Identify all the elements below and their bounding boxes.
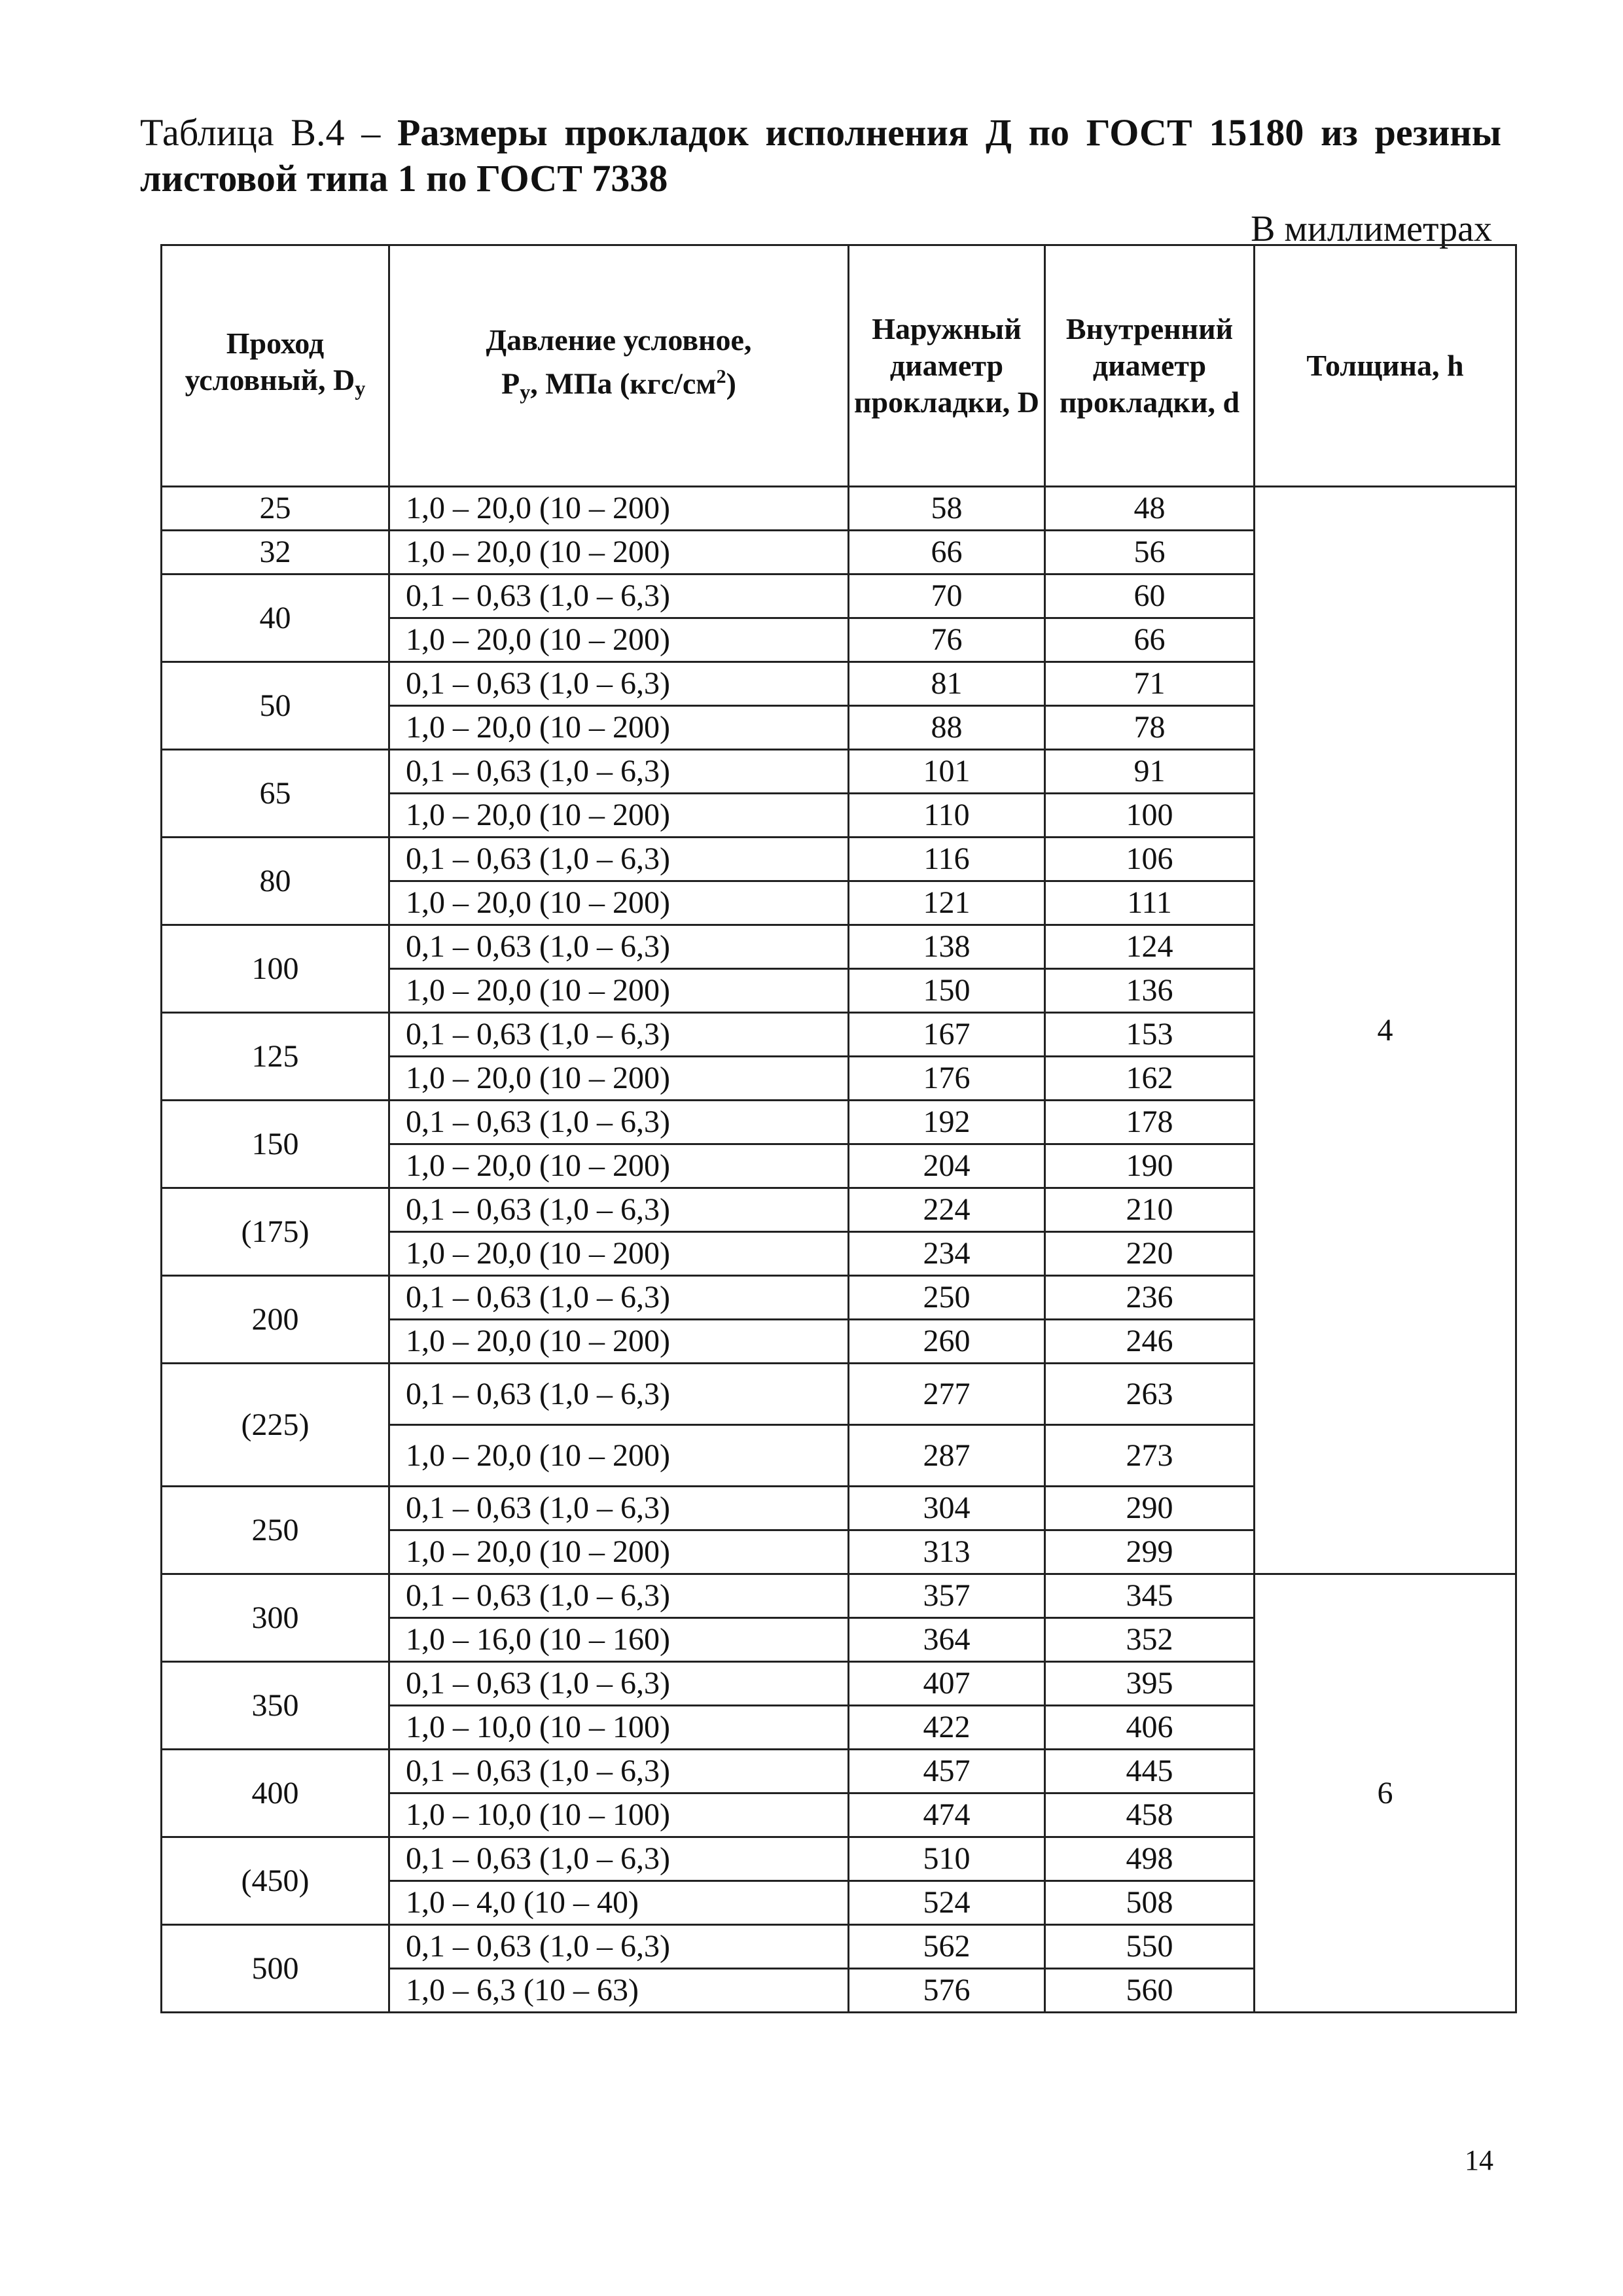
cell-pressure: 1,0 – 20,0 (10 – 200) xyxy=(389,487,849,531)
header-inner-diameter: Внутренний диаметр прокладки, d xyxy=(1045,245,1255,487)
cell-nominal-bore: (175) xyxy=(162,1188,389,1276)
cell-nominal-bore: (225) xyxy=(162,1364,389,1487)
cell-inner-diameter: 71 xyxy=(1045,662,1255,706)
cell-outer-diameter: 70 xyxy=(849,574,1045,618)
cell-outer-diameter: 287 xyxy=(849,1425,1045,1487)
cell-outer-diameter: 192 xyxy=(849,1101,1045,1144)
gasket-dimensions-table xyxy=(160,244,1517,2013)
cell-outer-diameter: 234 xyxy=(849,1232,1045,1276)
cell-inner-diameter: 352 xyxy=(1045,1618,1255,1662)
cell-outer-diameter: 364 xyxy=(849,1618,1045,1662)
cell-pressure: 1,0 – 20,0 (10 – 200) xyxy=(389,1530,849,1574)
cell-nominal-bore: 80 xyxy=(162,838,389,925)
cell-pressure: 0,1 – 0,63 (1,0 – 6,3) xyxy=(389,1750,849,1793)
cell-inner-diameter: 48 xyxy=(1045,487,1255,531)
cell-pressure: 1,0 – 20,0 (10 – 200) xyxy=(389,1057,849,1101)
cell-inner-diameter: 162 xyxy=(1045,1057,1255,1101)
table-row xyxy=(162,487,1516,531)
cell-outer-diameter: 88 xyxy=(849,706,1045,750)
cell-inner-diameter: 345 xyxy=(1045,1574,1255,1618)
cell-inner-diameter: 236 xyxy=(1045,1276,1255,1320)
cell-nominal-bore: 350 xyxy=(162,1662,389,1750)
cell-outer-diameter: 474 xyxy=(849,1793,1045,1837)
cell-outer-diameter: 304 xyxy=(849,1487,1045,1530)
table-header-row xyxy=(162,245,1516,487)
cell-nominal-bore: 32 xyxy=(162,531,389,574)
cell-outer-diameter: 116 xyxy=(849,838,1045,881)
caption-prefix: Таблица В.4 – xyxy=(140,111,397,154)
cell-inner-diameter: 56 xyxy=(1045,531,1255,574)
cell-pressure: 0,1 – 0,63 (1,0 – 6,3) xyxy=(389,925,849,969)
cell-nominal-bore: 400 xyxy=(162,1750,389,1837)
cell-outer-diameter: 76 xyxy=(849,618,1045,662)
cell-inner-diameter: 91 xyxy=(1045,750,1255,794)
cell-nominal-bore: 300 xyxy=(162,1574,389,1662)
cell-inner-diameter: 106 xyxy=(1045,838,1255,881)
cell-outer-diameter: 101 xyxy=(849,750,1045,794)
cell-pressure: 1,0 – 20,0 (10 – 200) xyxy=(389,881,849,925)
cell-thickness: 4 xyxy=(1255,487,1516,1574)
cell-thickness: 6 xyxy=(1255,1574,1516,2013)
cell-inner-diameter: 178 xyxy=(1045,1101,1255,1144)
cell-outer-diameter: 150 xyxy=(849,969,1045,1013)
cell-outer-diameter: 277 xyxy=(849,1364,1045,1425)
cell-outer-diameter: 357 xyxy=(849,1574,1045,1618)
cell-inner-diameter: 550 xyxy=(1045,1925,1255,1969)
cell-inner-diameter: 445 xyxy=(1045,1750,1255,1793)
table-row xyxy=(162,1574,1516,1618)
table-caption xyxy=(140,110,1501,202)
cell-pressure: 1,0 – 20,0 (10 – 200) xyxy=(389,794,849,838)
cell-nominal-bore: 25 xyxy=(162,487,389,531)
cell-nominal-bore: 500 xyxy=(162,1925,389,2013)
cell-outer-diameter: 510 xyxy=(849,1837,1045,1881)
cell-pressure: 1,0 – 20,0 (10 – 200) xyxy=(389,1320,849,1364)
cell-pressure: 1,0 – 20,0 (10 – 200) xyxy=(389,1425,849,1487)
cell-nominal-bore: 150 xyxy=(162,1101,389,1188)
cell-outer-diameter: 562 xyxy=(849,1925,1045,1969)
cell-pressure: 0,1 – 0,63 (1,0 – 6,3) xyxy=(389,1837,849,1881)
cell-pressure: 0,1 – 0,63 (1,0 – 6,3) xyxy=(389,1101,849,1144)
cell-pressure: 0,1 – 0,63 (1,0 – 6,3) xyxy=(389,1574,849,1618)
cell-inner-diameter: 190 xyxy=(1045,1144,1255,1188)
cell-inner-diameter: 290 xyxy=(1045,1487,1255,1530)
cell-outer-diameter: 407 xyxy=(849,1662,1045,1706)
cell-inner-diameter: 124 xyxy=(1045,925,1255,969)
header-thickness: Толщина, h xyxy=(1255,245,1516,487)
cell-pressure: 1,0 – 4,0 (10 – 40) xyxy=(389,1881,849,1925)
header-nominal-bore: Проход условный, $D_у$ xyxy=(162,245,389,487)
cell-inner-diameter: 60 xyxy=(1045,574,1255,618)
cell-nominal-bore: 200 xyxy=(162,1276,389,1364)
units-note: В миллиметрах xyxy=(1251,209,1492,249)
cell-nominal-bore: (450) xyxy=(162,1837,389,1925)
cell-inner-diameter: 560 xyxy=(1045,1969,1255,2013)
cell-inner-diameter: 220 xyxy=(1045,1232,1255,1276)
cell-pressure: 1,0 – 20,0 (10 – 200) xyxy=(389,1144,849,1188)
cell-pressure: 0,1 – 0,63 (1,0 – 6,3) xyxy=(389,1662,849,1706)
cell-outer-diameter: 576 xyxy=(849,1969,1045,2013)
cell-inner-diameter: 498 xyxy=(1045,1837,1255,1881)
cell-nominal-bore: 250 xyxy=(162,1487,389,1574)
cell-outer-diameter: 58 xyxy=(849,487,1045,531)
cell-pressure: 0,1 – 0,63 (1,0 – 6,3) xyxy=(389,1487,849,1530)
cell-outer-diameter: 121 xyxy=(849,881,1045,925)
cell-pressure: 0,1 – 0,63 (1,0 – 6,3) xyxy=(389,1925,849,1969)
cell-pressure: 1,0 – 20,0 (10 – 200) xyxy=(389,706,849,750)
cell-inner-diameter: 111 xyxy=(1045,881,1255,925)
cell-outer-diameter: 138 xyxy=(849,925,1045,969)
cell-outer-diameter: 224 xyxy=(849,1188,1045,1232)
cell-pressure: 0,1 – 0,63 (1,0 – 6,3) xyxy=(389,662,849,706)
cell-outer-diameter: 524 xyxy=(849,1881,1045,1925)
caption-title: Размеры прокладок исполнения Д по ГОСТ 15180 из резины листовой типа 1 по ГОСТ 7338 xyxy=(140,111,1501,200)
cell-outer-diameter: 81 xyxy=(849,662,1045,706)
cell-inner-diameter: 395 xyxy=(1045,1662,1255,1706)
cell-outer-diameter: 422 xyxy=(849,1706,1045,1750)
cell-pressure: 1,0 – 20,0 (10 – 200) xyxy=(389,1232,849,1276)
cell-nominal-bore: 125 xyxy=(162,1013,389,1101)
cell-inner-diameter: 458 xyxy=(1045,1793,1255,1837)
cell-pressure: 1,0 – 6,3 (10 – 63) xyxy=(389,1969,849,2013)
cell-outer-diameter: 260 xyxy=(849,1320,1045,1364)
cell-inner-diameter: 66 xyxy=(1045,618,1255,662)
cell-nominal-bore: 50 xyxy=(162,662,389,750)
cell-pressure: 0,1 – 0,63 (1,0 – 6,3) xyxy=(389,838,849,881)
cell-inner-diameter: 78 xyxy=(1045,706,1255,750)
cell-pressure: 1,0 – 16,0 (10 – 160) xyxy=(389,1618,849,1662)
cell-nominal-bore: 40 xyxy=(162,574,389,662)
cell-inner-diameter: 100 xyxy=(1045,794,1255,838)
cell-outer-diameter: 66 xyxy=(849,531,1045,574)
cell-pressure: 0,1 – 0,63 (1,0 – 6,3) xyxy=(389,1276,849,1320)
cell-nominal-bore: 100 xyxy=(162,925,389,1013)
cell-inner-diameter: 136 xyxy=(1045,969,1255,1013)
cell-outer-diameter: 110 xyxy=(849,794,1045,838)
cell-inner-diameter: 263 xyxy=(1045,1364,1255,1425)
cell-pressure: 1,0 – 10,0 (10 – 100) xyxy=(389,1793,849,1837)
cell-pressure: 1,0 – 20,0 (10 – 200) xyxy=(389,618,849,662)
cell-inner-diameter: 406 xyxy=(1045,1706,1255,1750)
cell-outer-diameter: 204 xyxy=(849,1144,1045,1188)
cell-outer-diameter: 167 xyxy=(849,1013,1045,1057)
cell-inner-diameter: 246 xyxy=(1045,1320,1255,1364)
cell-inner-diameter: 508 xyxy=(1045,1881,1255,1925)
cell-inner-diameter: 153 xyxy=(1045,1013,1255,1057)
cell-pressure: 1,0 – 10,0 (10 – 100) xyxy=(389,1706,849,1750)
cell-pressure: 0,1 – 0,63 (1,0 – 6,3) xyxy=(389,1364,849,1425)
cell-inner-diameter: 299 xyxy=(1045,1530,1255,1574)
cell-pressure: 0,1 – 0,63 (1,0 – 6,3) xyxy=(389,750,849,794)
cell-pressure: 0,1 – 0,63 (1,0 – 6,3) xyxy=(389,1188,849,1232)
cell-inner-diameter: 210 xyxy=(1045,1188,1255,1232)
page-number: 14 xyxy=(1465,2144,1493,2176)
cell-outer-diameter: 250 xyxy=(849,1276,1045,1320)
cell-pressure: 1,0 – 20,0 (10 – 200) xyxy=(389,969,849,1013)
header-nominal-pressure: Давление условное, $P_у$, МПа $(кгс/см^2)$ xyxy=(389,245,849,487)
cell-outer-diameter: 313 xyxy=(849,1530,1045,1574)
header-outer-diameter: Наружный диаметр прокладки, D xyxy=(849,245,1045,487)
cell-inner-diameter: 273 xyxy=(1045,1425,1255,1487)
cell-outer-diameter: 176 xyxy=(849,1057,1045,1101)
cell-nominal-bore: 65 xyxy=(162,750,389,838)
cell-pressure: 0,1 – 0,63 (1,0 – 6,3) xyxy=(389,1013,849,1057)
cell-outer-diameter: 457 xyxy=(849,1750,1045,1793)
cell-pressure: 1,0 – 20,0 (10 – 200) xyxy=(389,531,849,574)
cell-pressure: 0,1 – 0,63 (1,0 – 6,3) xyxy=(389,574,849,618)
